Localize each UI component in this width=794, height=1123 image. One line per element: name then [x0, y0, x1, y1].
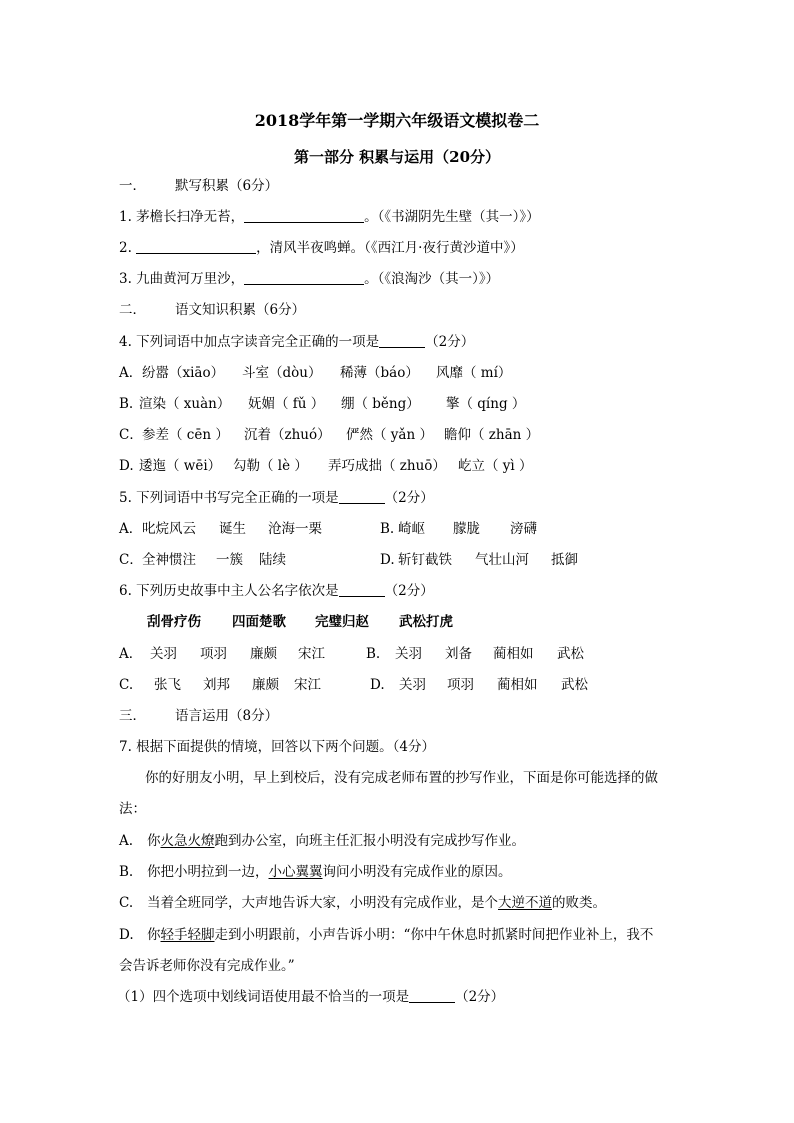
option-word: 弄巧成拙（ zhuō） [328, 458, 446, 474]
q4-option-c-letter: C． [119, 427, 143, 443]
q7-option-a-letter: A. [119, 833, 134, 849]
answer-blank[interactable] [409, 989, 455, 1003]
option-word: 妩媚（ fǔ ） [248, 396, 325, 412]
scenario-paragraph: 你的好朋友小明，早上到校后，没有完成老师布置的抄写作业，下面是你可能选择的做 [145, 770, 658, 786]
option-word: 绷（ běng） [341, 396, 420, 412]
answer-blank[interactable] [244, 209, 364, 223]
option-word: 刘备 [445, 646, 472, 662]
question-6: 6. 下列历史故事中主人公名字依次是 （2分） [119, 583, 434, 599]
part-heading: 第一部分 积累与运用（20分） [293, 148, 501, 166]
q4-option-b-letter: B. [119, 396, 134, 412]
option-word: 崎岖 [398, 521, 425, 537]
option-word: 抵御 [551, 552, 578, 568]
q7-option-d-letter: D. [119, 927, 134, 943]
option-word: 稀薄（báo） [340, 365, 419, 381]
q7-option-d-text-cont: 会告诉老师你没有完成作业。” [119, 958, 295, 974]
story-word: 四面楚歌 [232, 614, 286, 630]
option-word: 廉颇 [250, 646, 277, 662]
q5-option-d-letter: D. [380, 552, 395, 568]
option-word: 渲染（ xuàn） [139, 396, 231, 412]
option-word: 屹立（ yì ） [458, 458, 533, 474]
option-word: 勾勒（ lè ） [233, 458, 308, 474]
story-word: 刮骨疗伤 [147, 614, 201, 630]
q7-option-b-letter: B. [119, 864, 134, 880]
answer-blank[interactable] [136, 240, 256, 254]
answer-blank[interactable] [339, 583, 385, 597]
question-2: 2. ，清风半夜鸣蝉。（《西江月·夜行黄沙道中》） [119, 240, 524, 256]
option-word: 朦胧 [453, 521, 480, 537]
q4-option-a-letter: A． [119, 365, 143, 381]
option-word: 陆续 [259, 552, 286, 568]
q4-option-d-letter: D. [119, 458, 134, 474]
option-word: 斩钉截铁 [398, 552, 452, 568]
question-5: 5. 下列词语中书写完全正确的一项是 （2分） [119, 490, 434, 506]
option-word: 项羽 [200, 646, 227, 662]
q7-option-c-text: 当着全班同学，大声地告诉大家，小明没有完成作业，是个大逆不道的败类。 [147, 895, 606, 911]
exam-title: 2018学年第一学期六年级语文模拟卷二 [254, 111, 540, 130]
section-3-heading: 三． 语言运用（8分） [119, 708, 279, 724]
option-word: 沧海一栗 [268, 521, 322, 537]
q7-option-a-text: 你火急火燎跑到办公室，向班主任汇报小明没有完成抄写作业。 [147, 833, 525, 849]
option-word: 瞻仰（ zhān ） [444, 427, 540, 443]
answer-blank[interactable] [379, 334, 425, 348]
option-word: 参差（ cēn ） [142, 427, 229, 443]
option-word: 擎（ qíng ） [446, 396, 526, 412]
answer-blank[interactable] [244, 271, 364, 285]
option-word: 武松 [557, 646, 584, 662]
option-word: 气壮山河 [475, 552, 529, 568]
question-1: 1. 茅檐长扫净无苔， 。（《书湖阴先生壁（其一）》） [119, 209, 540, 225]
q5-option-b-letter: B. [380, 521, 395, 537]
q6-option-b-letter: B. [366, 646, 381, 662]
question-7: 7. 根据下面提供的情境，回答以下两个问题。（4分） [119, 739, 436, 755]
option-word: 武松 [561, 677, 588, 693]
option-word: 诞生 [219, 521, 246, 537]
question-3: 3. 九曲黄河万里沙， 。（《浪淘沙（其一）》） [119, 271, 500, 287]
option-word: 刘邦 [203, 677, 230, 693]
q5-option-a-letter: A． [119, 521, 143, 537]
question-7-1: （1）四个选项中划线词语使用最不恰当的一项是 （2分） [117, 989, 505, 1005]
section-2-heading: 二． 语文知识积累（6分） [119, 302, 306, 318]
question-4: 4. 下列词语中加点字读音完全正确的一项是 （2分） [119, 334, 475, 350]
option-word: 宋江 [298, 646, 325, 662]
q6-option-a-letter: A． [119, 646, 143, 662]
option-word: 叱烷风云 [142, 521, 196, 537]
option-word: 滂礴 [510, 521, 537, 537]
q5-option-c-letter: C． [119, 552, 143, 568]
q7-option-c-letter: C. [119, 895, 134, 911]
q7-option-b-text: 你把小明拉到一边，小心翼翼询问小明没有完成作业的原因。 [147, 864, 512, 880]
option-word: 蔺相如 [493, 646, 534, 662]
option-word: 俨然（ yǎn ） [346, 427, 433, 443]
answer-blank[interactable] [339, 490, 385, 504]
option-word: 廉颇 [252, 677, 279, 693]
option-word: 纷嚣（xiāo） [142, 365, 225, 381]
q6-option-d-letter: D. [370, 677, 385, 693]
option-word: 斗室（dòu） [242, 365, 322, 381]
option-word: 风靡（ mí） [436, 365, 512, 381]
option-word: 项羽 [447, 677, 474, 693]
option-word: 一簇 [216, 552, 243, 568]
option-word: 张飞 [154, 677, 181, 693]
q6-option-c-letter: C. [119, 677, 134, 693]
option-word: 宋江 [294, 677, 321, 693]
story-word: 完璧归赵 [315, 614, 369, 630]
option-word: 全神惯注 [142, 552, 196, 568]
option-word: 关羽 [395, 646, 422, 662]
option-word: 关羽 [399, 677, 426, 693]
option-word: 逶迤（ wēi） [139, 458, 222, 474]
q7-option-d-text: 你轻手轻脚走到小明跟前，小声告诉小明：“你中午休息时抓紧时间把作业补上，我不 [147, 927, 654, 943]
option-word: 沉着（zhuó） [244, 427, 331, 443]
option-word: 关羽 [150, 646, 177, 662]
scenario-paragraph-end: 法： [119, 801, 146, 817]
option-word: 蔺相如 [497, 677, 538, 693]
section-1-heading: 一． 默写积累（6分） [119, 178, 279, 194]
story-word: 武松打虎 [399, 614, 453, 630]
